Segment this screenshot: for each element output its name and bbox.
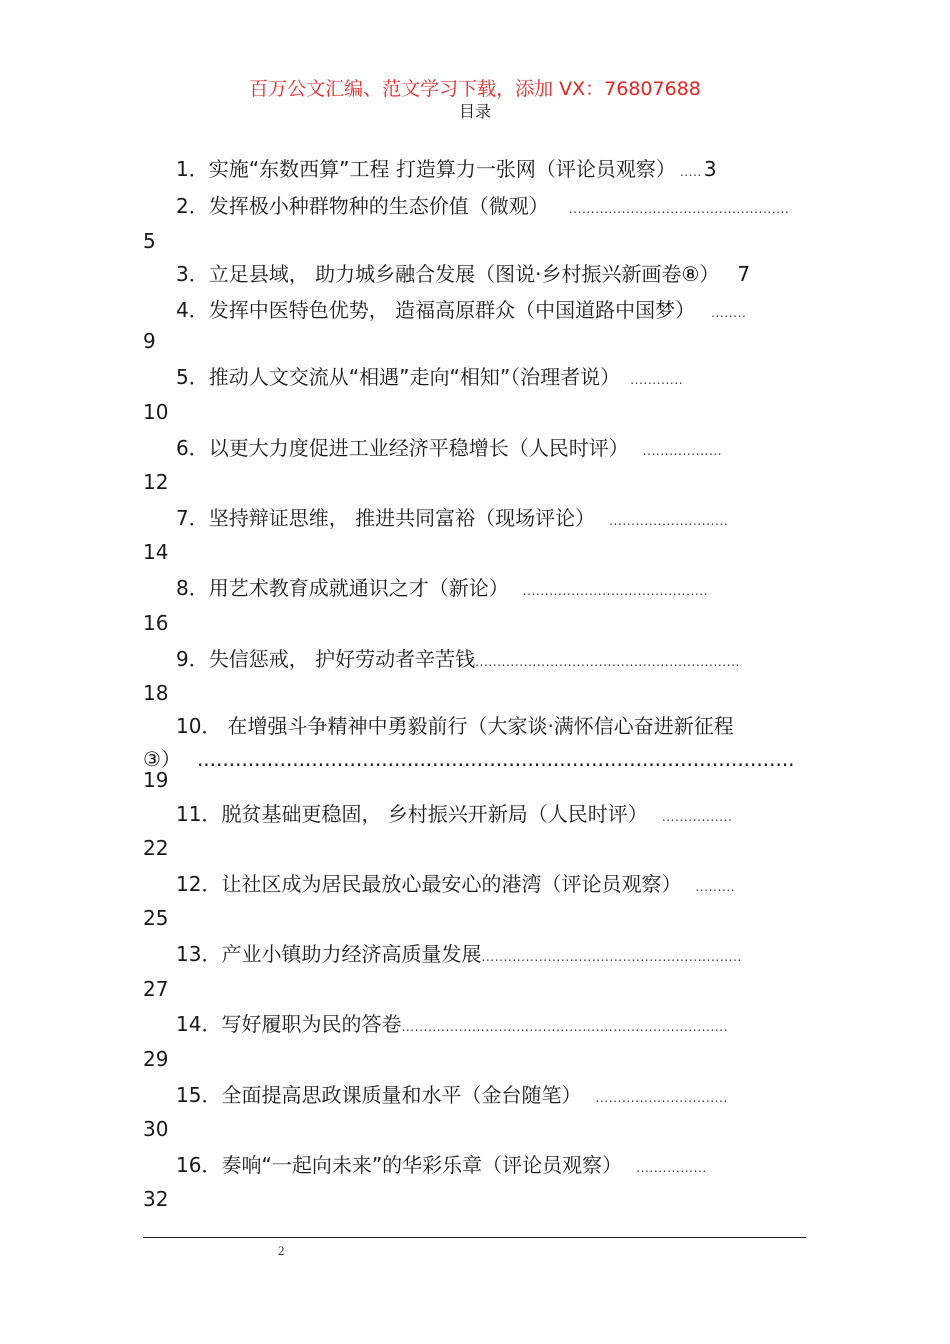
- toc-entry-number: 11．: [176, 802, 222, 826]
- toc-entry-page: 5: [143, 229, 156, 253]
- toc-leader-dots: ..........................................................................: [401, 1020, 729, 1034]
- toc-entry-number: 2．: [176, 194, 209, 218]
- toc-entry[interactable]: [176, 505, 810, 534]
- toc-entry-number: 10．: [176, 714, 222, 738]
- toc-entry-title: 脱贫基础更稳固， 乡村振兴开新局（人民时评）: [221, 802, 648, 826]
- toc-entry-page: 27: [143, 977, 169, 1001]
- toc-leader-dots: .....: [679, 165, 702, 179]
- toc-entry[interactable]: [176, 193, 810, 222]
- toc-entry-page: 19: [143, 768, 169, 792]
- toc-leader-dots: ..................: [642, 444, 723, 458]
- footer-divider: [143, 1237, 806, 1238]
- toc-entry[interactable]: [176, 1152, 810, 1181]
- toc-entry-title-cont: ③）: [143, 747, 181, 771]
- toc-entry-title: 实施“东数西算”工程 打造算力一张网（评论员观察）: [208, 157, 676, 181]
- toc-entry-title: 全面提高思政课质量和水平（金台随笔）: [221, 1083, 582, 1107]
- toc-entry-title: 以更大力度促进工业经济平稳增长（人民时评）: [208, 436, 629, 460]
- toc-entry-number: 13．: [176, 942, 222, 966]
- toc-entry-number: 1．: [176, 157, 209, 181]
- toc-entry-page: 18: [143, 681, 169, 705]
- toc-entry-page: 10: [143, 400, 169, 424]
- toc-entry-number: 15．: [176, 1083, 222, 1107]
- toc-entry[interactable]: [176, 941, 810, 970]
- toc-entry-title: 推动人文交流从“相遇”走向“相知”（治理者说）: [208, 365, 621, 389]
- toc-leader-dots: ..........................................: [522, 584, 709, 598]
- toc-entry-title: 写好履职为民的答卷: [221, 1012, 402, 1036]
- toc-entry-number: 14．: [176, 1012, 222, 1036]
- toc-entry-number: 16．: [176, 1153, 222, 1177]
- toc-leader-dots: ............: [630, 373, 684, 387]
- toc-leader-dots: ...........................: [609, 514, 729, 528]
- toc-entry-title: 奏响“一起向未来”的华彩乐章（评论员观察）: [221, 1153, 623, 1177]
- toc-entry-page: 7: [737, 262, 751, 286]
- toc-entry[interactable]: [176, 713, 810, 739]
- toc-entry[interactable]: [176, 364, 810, 393]
- footer-page-number: 2: [278, 1243, 285, 1258]
- toc-entry-number: 9．: [176, 647, 209, 671]
- toc-entry[interactable]: [176, 801, 810, 830]
- toc-entry-title: 让社区成为居民最放心最安心的港湾（评论员观察）: [221, 872, 682, 896]
- toc-entry[interactable]: [176, 1082, 810, 1111]
- toc-entry[interactable]: [176, 297, 810, 326]
- toc-entry-page: 30: [143, 1117, 169, 1141]
- toc-entry-title: 发挥极小种群物种的生态价值（微观）: [208, 194, 549, 218]
- toc-leader-dots: ..................................................: [568, 202, 790, 216]
- toc-leader-dots: ............................................................: [475, 655, 740, 669]
- toc-entry-title: 立足县域， 助力城乡融合发展（图说·乡村振兴新画卷⑧）: [208, 262, 720, 286]
- toc-leader-dots: ...........................................................: [481, 950, 742, 964]
- toc-entry-number: 4．: [176, 298, 209, 322]
- toc-entry[interactable]: [176, 646, 810, 675]
- toc-leader-dots: ..............................: [595, 1091, 728, 1105]
- toc-leader-dots: ..............................................................................................: [196, 747, 795, 771]
- toc-entry-number: 3．: [176, 262, 209, 286]
- toc-entry[interactable]: [176, 871, 810, 900]
- toc-entry-page: 16: [143, 611, 169, 635]
- toc-entry-continuation[interactable]: [143, 746, 810, 772]
- toc-entry-page: 3: [703, 157, 717, 181]
- toc-entry[interactable]: [176, 435, 810, 464]
- toc-entry-page: 25: [143, 906, 169, 930]
- toc-entry-page: 32: [143, 1187, 169, 1211]
- toc-entry-number: 6．: [176, 436, 209, 460]
- toc-entry-number: 7．: [176, 506, 209, 530]
- toc-entry-title: 在增强斗争精神中勇毅前行（大家谈·满怀信心奋进新征程: [227, 714, 734, 738]
- toc-entry-page: 29: [143, 1047, 169, 1071]
- toc-entry[interactable]: [176, 156, 810, 185]
- toc-leader-dots: .........: [695, 880, 736, 894]
- toc-entry-page: 9: [143, 329, 156, 353]
- toc-entry[interactable]: [176, 1011, 810, 1040]
- toc-entry-title: 坚持辩证思维， 推进共同富裕（现场评论）: [208, 506, 596, 530]
- toc-entry-title: 失信惩戒， 护好劳动者辛苦钱: [208, 647, 476, 671]
- toc-entry-title: 产业小镇助力经济高质量发展: [221, 942, 482, 966]
- toc-entry[interactable]: [176, 261, 810, 287]
- toc-entry-page: 12: [143, 470, 169, 494]
- toc-entry-page: 14: [143, 540, 169, 564]
- watermark-banner: 百万公文汇编、范文学习下载，添加 VX：76807688: [249, 78, 701, 100]
- toc-entry-page: 22: [143, 836, 169, 860]
- toc-leader-dots: ................: [661, 810, 733, 824]
- toc-entry-title: 发挥中医特色优势， 造福高原群众（中国道路中国梦）: [208, 298, 696, 322]
- toc-title: 目录: [458, 102, 491, 121]
- toc-entry-number: 8．: [176, 576, 209, 600]
- toc-entry-number: 12．: [176, 872, 222, 896]
- toc-entry-number: 5．: [176, 365, 209, 389]
- toc-entry[interactable]: [176, 575, 810, 604]
- toc-leader-dots: ........: [711, 306, 747, 320]
- toc-leader-dots: ................: [636, 1161, 707, 1175]
- toc-entry-title: 用艺术教育成就通识之才（新论）: [208, 576, 509, 600]
